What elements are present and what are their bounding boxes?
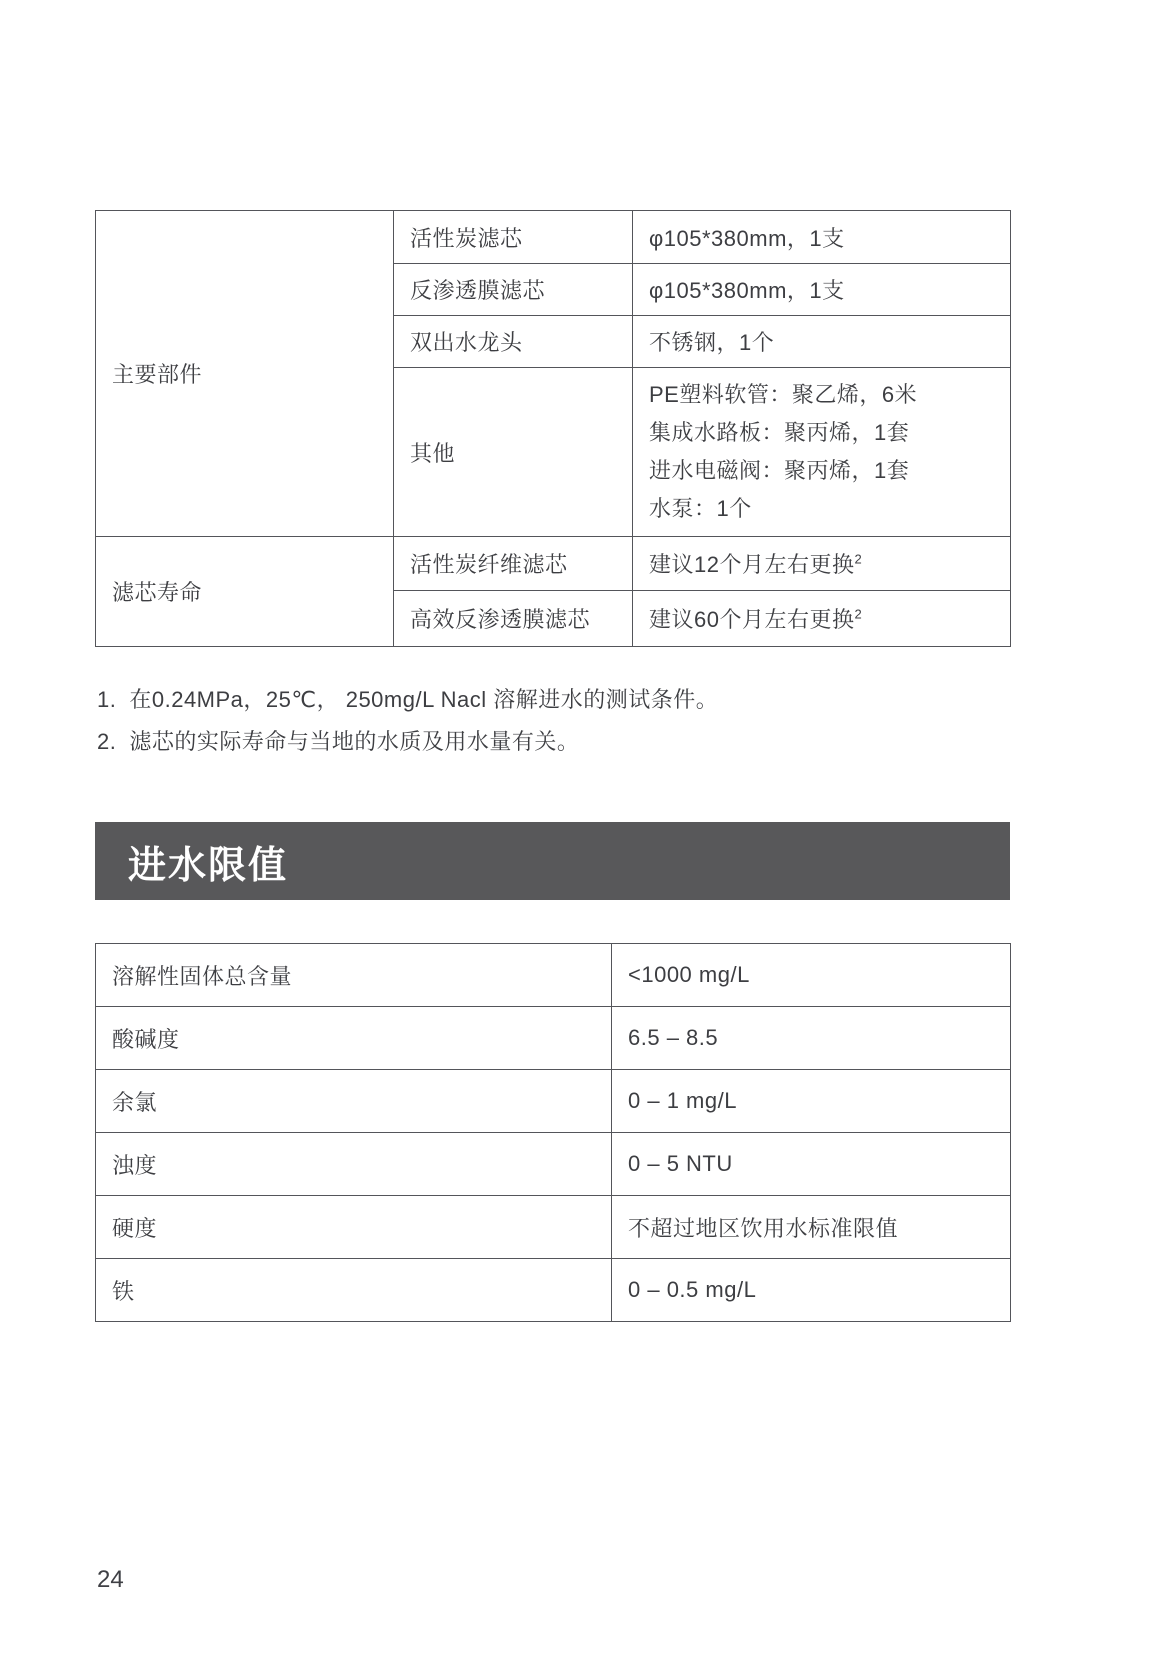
table-row [96, 1259, 1011, 1322]
section-title: 进水限值 [128, 844, 289, 887]
table-row [96, 211, 1011, 264]
replacement-interval-text: 建议12个月左右更换 [649, 552, 855, 577]
table-row [96, 1070, 1011, 1133]
limit-name-hardness: 硬度 [96, 1196, 612, 1259]
spec-other-line-solenoid-valve: 进水电磁阀：聚丙烯，1套 [649, 458, 910, 483]
page-number: 24 [97, 1566, 124, 1593]
footnote-number: 1. [97, 687, 117, 712]
limit-name-turbidity: 浊度 [96, 1133, 612, 1196]
limit-value-iron: 0 – 0.5 mg/L [612, 1259, 1011, 1322]
limit-value-residual-chlorine: 0 – 1 mg/L [612, 1070, 1011, 1133]
table-row [96, 1196, 1011, 1259]
spec-name-high-efficiency-ro-filter: 高效反渗透膜滤芯 [394, 591, 633, 647]
limit-name-iron: 铁 [96, 1259, 612, 1322]
spec-value-dual-faucet: 不锈钢，1个 [633, 316, 1011, 368]
spec-name-dual-faucet: 双出水龙头 [394, 316, 633, 368]
spec-other-line-pe-hose: PE塑料软管：聚乙烯，6米 [649, 382, 918, 407]
spec-value-activated-carbon-filter: φ105*380mm，1支 [633, 211, 1011, 264]
spec-value-high-efficiency-ro-filter [633, 591, 1011, 647]
spec-value-carbon-fiber-filter [633, 537, 1011, 591]
table-row [96, 537, 1011, 591]
table-row [96, 1133, 1011, 1196]
footnote-text: 在0.24MPa，25℃， 250mg/L Nacl 溶解进水的测试条件。 [129, 687, 719, 712]
spec-other-line-water-board: 集成水路板：聚丙烯，1套 [649, 420, 910, 445]
footnote-number: 2. [97, 729, 117, 754]
spec-group-main-components: 主要部件 [96, 211, 394, 537]
spec-value-ro-membrane-filter: φ105*380mm，1支 [633, 264, 1011, 316]
spec-name-ro-membrane-filter: 反渗透膜滤芯 [394, 264, 633, 316]
spec-name-activated-carbon-filter: 活性炭滤芯 [394, 211, 633, 264]
table-row [96, 944, 1011, 1007]
section-header-inlet-water-limits [95, 822, 1010, 900]
limit-value-ph: 6.5 – 8.5 [612, 1007, 1011, 1070]
footnote-2 [97, 728, 579, 756]
spec-name-carbon-fiber-filter: 活性炭纤维滤芯 [394, 537, 633, 591]
limit-value-turbidity: 0 – 5 NTU [612, 1133, 1011, 1196]
replacement-interval-text: 建议60个月左右更换 [649, 607, 855, 632]
footnote-1 [97, 686, 718, 714]
limit-name-ph: 酸碱度 [96, 1007, 612, 1070]
limit-name-residual-chlorine: 余氯 [96, 1070, 612, 1133]
limits-table [95, 943, 1011, 1322]
spec-table [95, 210, 1011, 647]
footnote-reference: 2 [854, 606, 863, 622]
spec-group-filter-life: 滤芯寿命 [96, 537, 394, 647]
spec-value-others [633, 368, 1011, 537]
limit-value-total-dissolved-solids: <1000 mg/L [612, 944, 1011, 1007]
spec-other-line-water-pump: 水泵：1个 [649, 496, 752, 521]
footnote-reference: 2 [854, 551, 863, 567]
table-row [96, 1007, 1011, 1070]
spec-name-others: 其他 [394, 368, 633, 537]
limit-name-total-dissolved-solids: 溶解性固体总含量 [96, 944, 612, 1007]
limit-value-hardness: 不超过地区饮用水标准限值 [612, 1196, 1011, 1259]
footnote-text: 滤芯的实际寿命与当地的水质及用水量有关。 [129, 729, 580, 754]
